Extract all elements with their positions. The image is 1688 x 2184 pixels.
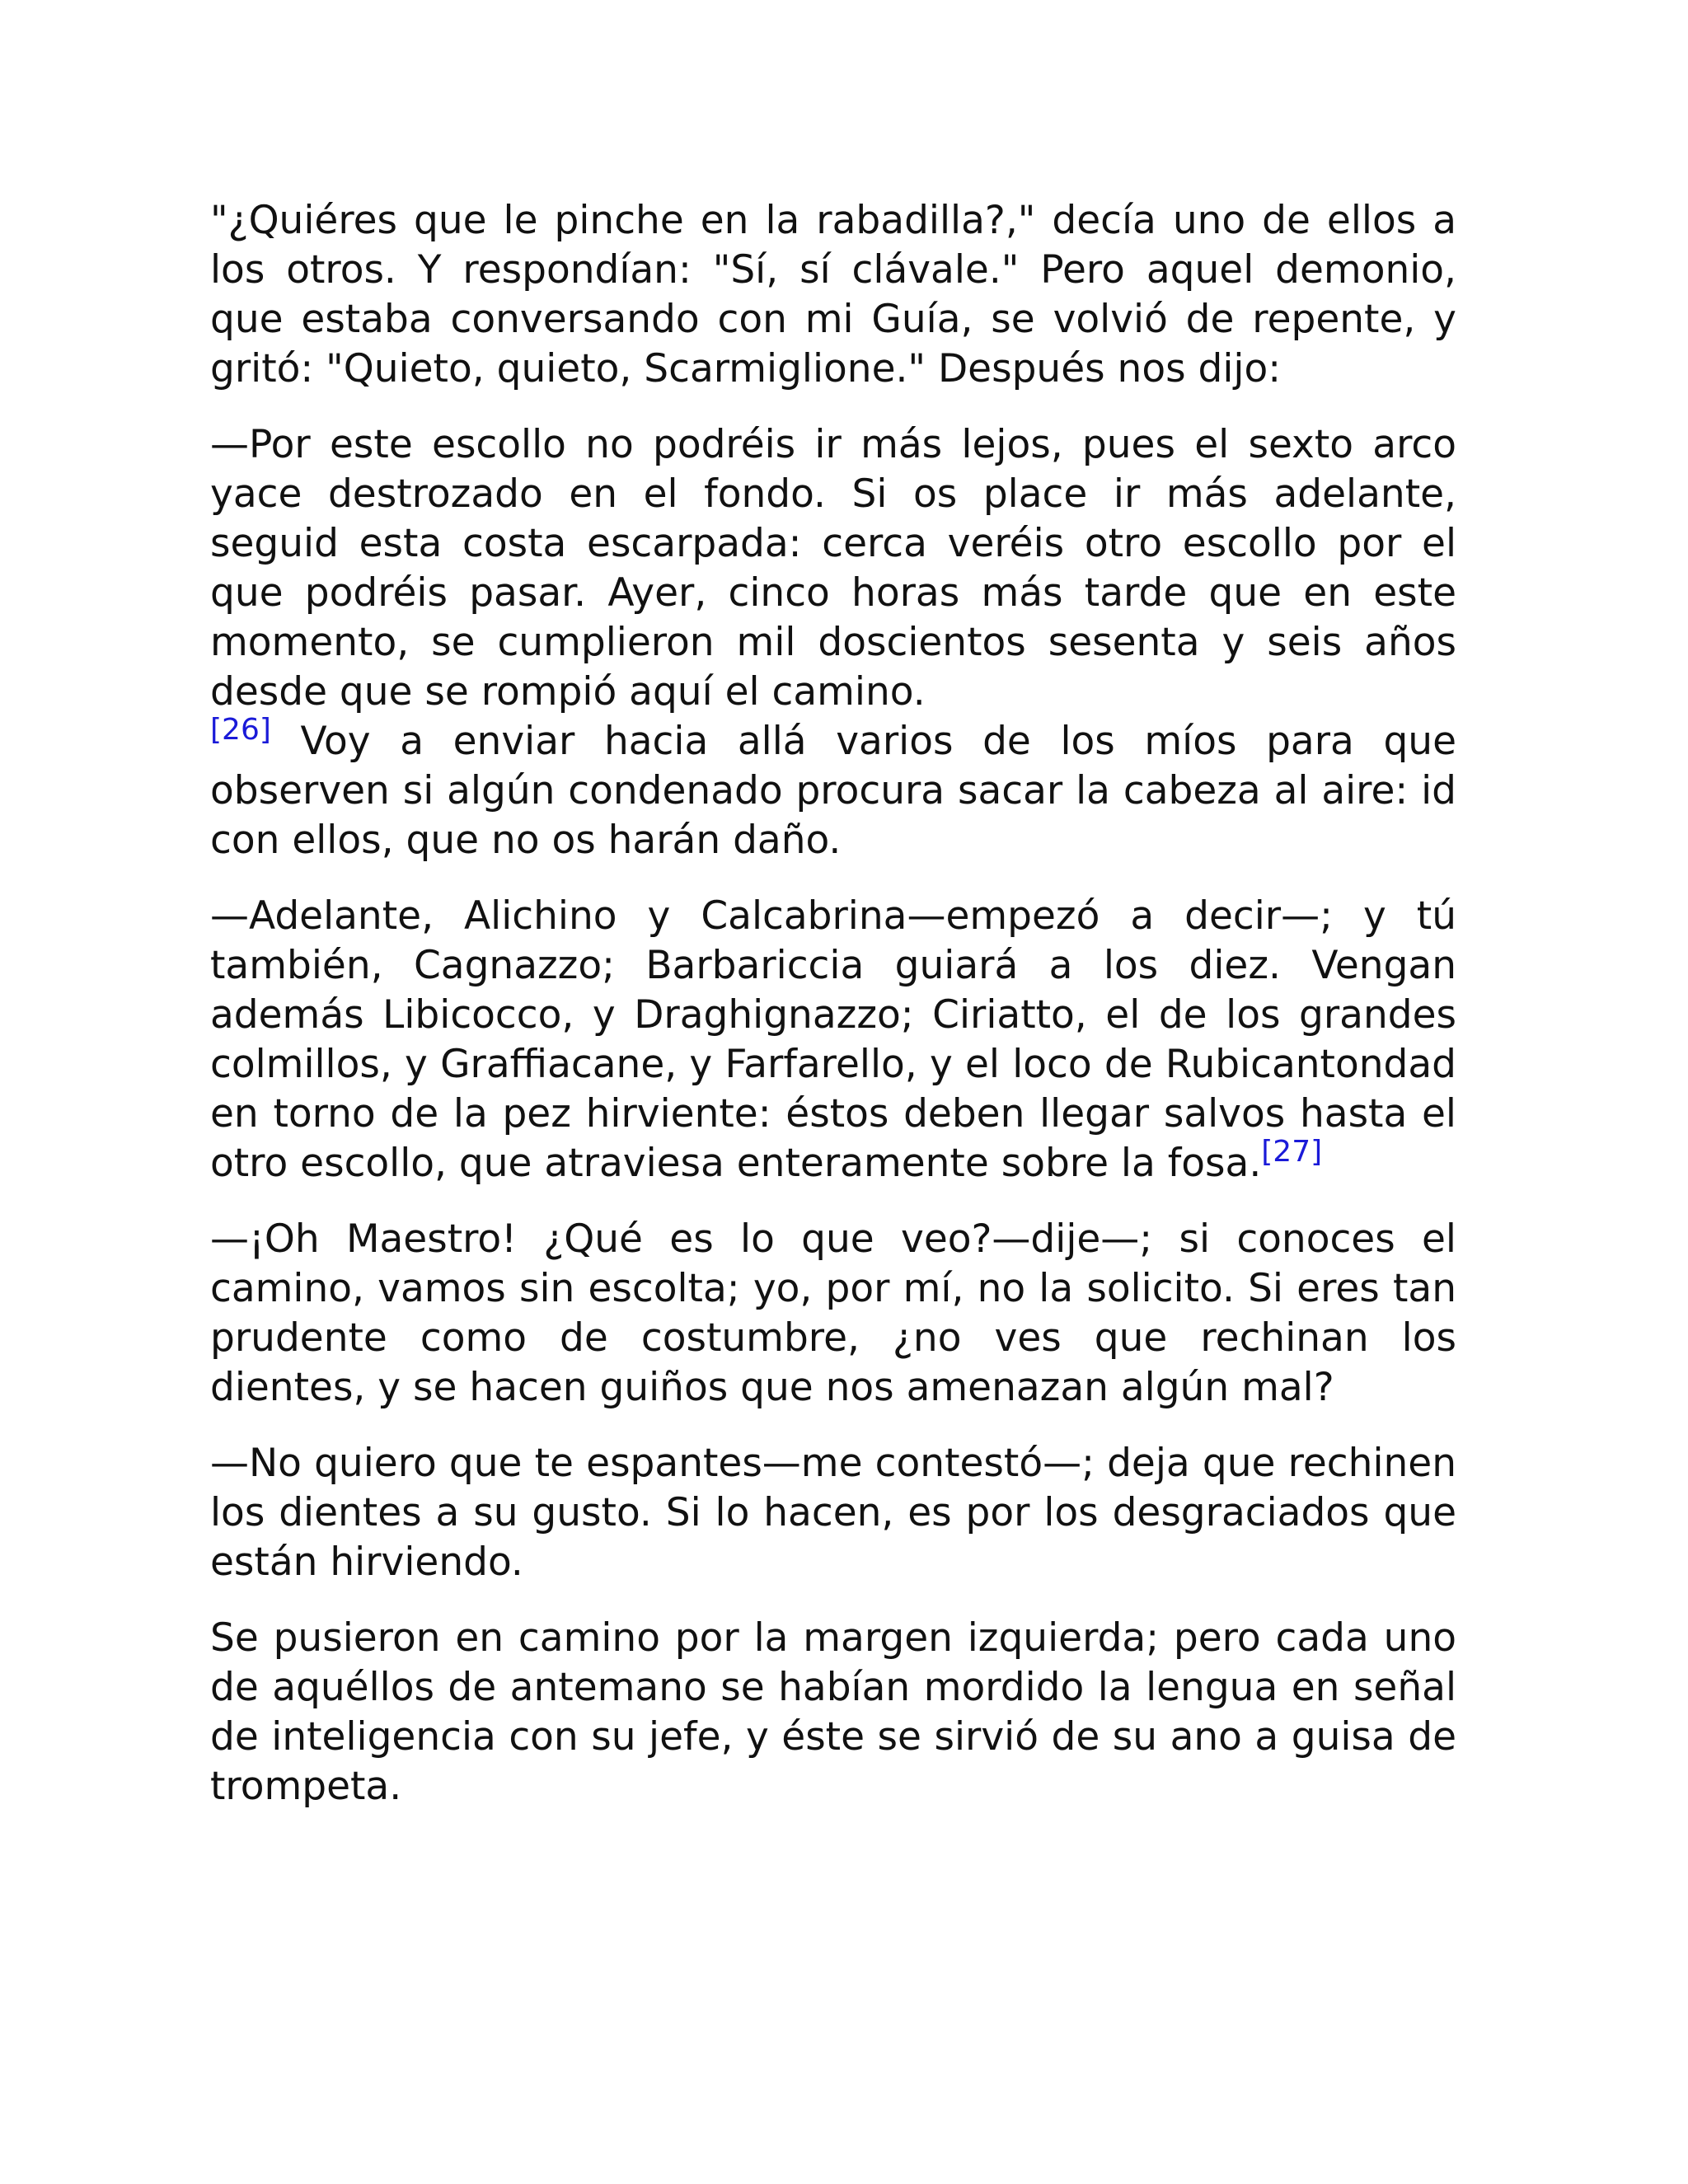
footnote-link-27[interactable]: [27] [1261, 1135, 1323, 1169]
paragraph-text: —Adelante, Alichino y Calcabrina—empezó a decir—; y tú también, Cagnazzo; Barbariccia guiará a los diez. Vengan además Libicocco, y Draghignazzo; Ciriatto, el de los grandes colmillos, y Graffiacane, y Farfarello, y el loco de Rubicantondad en torno de la pez hirviente: éstos deben llegar salvos hasta el otro escollo, que atraviesa enteramente sobre la fosa. [210, 893, 1456, 1186]
paragraph [210, 420, 1456, 865]
paragraph-text: —Por este escollo no podréis ir más lejos, pues el sexto arco yace destrozado en el fondo. Si os place ir más adelante, seguid esta costa escarpada: cerca veréis otro escollo por el que podréis pasar. Ayer, cinco horas más tarde que en este momento, se cumplieron mil doscientos sesenta y seis años desde que se rompió aquí el camino. [210, 422, 1456, 715]
paragraph [210, 892, 1456, 1188]
paragraph: Se pusieron en camino por la margen izquierda; pero cada uno de aquéllos de antemano se habían mordido la lengua en señal de inteligencia con su jefe, y éste se sirvió de su ano a guisa de trompeta. [210, 1615, 1456, 1809]
paragraph: —¡Oh Maestro! ¿Qué es lo que veo?—dije—; si conoces el camino, vamos sin escolta; yo, por mí, no la solicito. Si eres tan prudente como de costumbre, ¿no ves que rechinan los dientes, y se hacen guiños que nos amenazan algún mal? [210, 1216, 1456, 1410]
paragraph-text: Voy a enviar hacia allá varios de los míos para que observen si algún condenado procura sacar la cabeza al aire: id con ellos, que no os harán daño. [210, 719, 1456, 863]
footnote-link-26[interactable]: [26] [210, 713, 271, 747]
page-body [210, 196, 1456, 1838]
paragraph: —No quiero que te espantes—me contestó—; deja que rechinen los dientes a su gusto. Si lo hacen, es por los desgraciados que están hirviendo. [210, 1441, 1456, 1585]
paragraph: "¿Quiéres que le pinche en la rabadilla?," decía uno de ellos a los otros. Y respondían: "Sí, sí clávale." Pero aquel demonio, que estaba conversando con mi Guía, se volvió de repente, y gritó: "Quieto, quieto, Scarmiglione." Después nos dijo: [210, 198, 1456, 391]
